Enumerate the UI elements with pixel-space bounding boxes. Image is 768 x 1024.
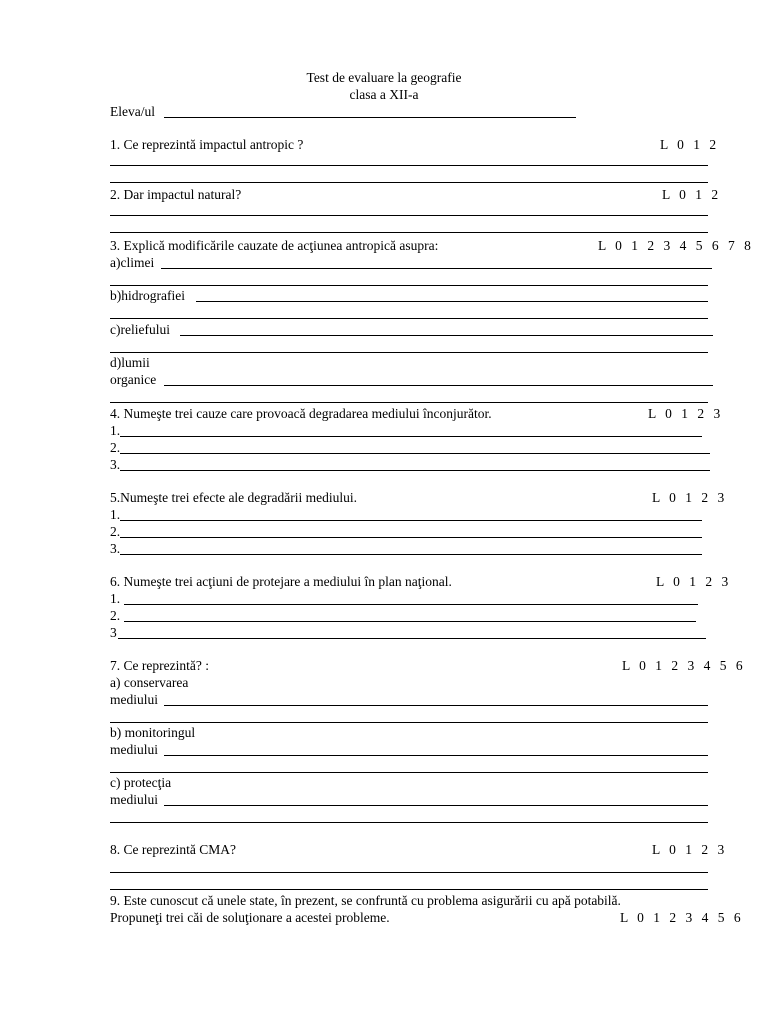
answer-line-1a[interactable] <box>110 152 708 168</box>
list-number: 3. <box>110 541 121 556</box>
question-9: 9. Este cunoscut că unele state, în prezent, se confruntă cu problema asigurării cu apă potabilă. <box>110 893 621 908</box>
score-scale-8: L 0 1 2 3 <box>652 842 728 857</box>
question-6: 6. Numeşte trei acţiuni de protejare a mediului în plan naţional. <box>110 574 452 589</box>
answer-line-3b-extra[interactable] <box>110 305 708 321</box>
question-9-cont: Propuneţi trei căi de soluţionare a acestei probleme. <box>110 910 390 925</box>
question-7-part-b-cont: mediului <box>110 742 158 757</box>
list-number: 2. <box>110 608 121 623</box>
score-scale-1: L 0 1 2 <box>660 137 720 152</box>
answer-line-8b[interactable] <box>110 876 708 892</box>
answer-line-3a[interactable] <box>161 255 712 271</box>
list-number: 3 <box>110 625 117 640</box>
answer-line-3d[interactable] <box>164 372 713 388</box>
answer-line-3d-extra[interactable] <box>110 389 708 405</box>
answer-line-7c[interactable] <box>164 792 708 808</box>
question-7-part-c: c) protecţia <box>110 775 172 790</box>
score-scale-5: L 0 1 2 3 <box>652 490 728 505</box>
student-name-label: Eleva/ul <box>110 104 155 119</box>
score-scale-2: L 0 1 2 <box>662 187 722 202</box>
student-name-field[interactable] <box>164 104 576 120</box>
question-3-part-c: c)reliefului <box>110 322 170 337</box>
answer-line-6-3[interactable] <box>118 625 706 641</box>
answer-line-7a[interactable] <box>164 692 708 708</box>
question-3-part-d: d)lumii <box>110 355 150 370</box>
answer-line-3b[interactable] <box>196 288 708 304</box>
answer-line-6-1[interactable] <box>124 591 698 607</box>
score-scale-4: L 0 1 2 3 <box>648 406 724 421</box>
question-3-part-b: b)hidrografiei <box>110 288 185 303</box>
answer-line-3a-extra[interactable] <box>110 272 708 288</box>
question-7-part-a-cont: mediului <box>110 692 158 707</box>
question-2: 2. Dar impactul natural? <box>110 187 242 202</box>
answer-line-3c-extra[interactable] <box>110 339 708 355</box>
answer-line-4-1[interactable] <box>120 423 702 439</box>
score-scale-9: L 0 1 2 3 4 5 6 <box>620 910 744 925</box>
question-7-part-b: b) monitoringul <box>110 725 196 740</box>
answer-line-1b[interactable] <box>110 169 708 185</box>
answer-line-2b[interactable] <box>110 219 708 235</box>
answer-line-7a-extra[interactable] <box>110 709 708 725</box>
question-7: 7. Ce reprezintă? : <box>110 658 209 673</box>
answer-line-6-2[interactable] <box>124 608 696 624</box>
list-number: 1. <box>110 423 121 438</box>
answer-line-4-2[interactable] <box>120 440 710 456</box>
list-number: 3. <box>110 457 121 472</box>
answer-line-4-3[interactable] <box>120 457 710 473</box>
score-scale-3: L 0 1 2 3 4 5 6 7 8 <box>598 238 754 253</box>
list-number: 1. <box>110 591 121 606</box>
test-title: Test de evaluare la geografie <box>306 70 462 85</box>
test-subtitle: clasa a XII-a <box>349 87 419 102</box>
answer-line-7b[interactable] <box>164 742 708 758</box>
answer-line-3c[interactable] <box>180 322 713 338</box>
answer-line-7c-extra[interactable] <box>110 809 708 825</box>
question-3-part-a: a)climei <box>110 255 155 270</box>
score-scale-7: L 0 1 2 3 4 5 6 <box>622 658 746 673</box>
answer-line-2a[interactable] <box>110 202 708 218</box>
answer-line-5-1[interactable] <box>120 507 702 523</box>
question-3: 3. Explică modificările cauzate de acţiunea antropică asupra: <box>110 238 439 253</box>
score-scale-6: L 0 1 2 3 <box>656 574 732 589</box>
answer-line-5-2[interactable] <box>120 524 702 540</box>
answer-line-7b-extra[interactable] <box>110 759 708 775</box>
answer-line-8a[interactable] <box>110 859 708 875</box>
question-3-part-d-cont: organice <box>110 372 157 387</box>
question-8: 8. Ce reprezintă CMA? <box>110 842 236 857</box>
question-1: 1. Ce reprezintă impactul antropic ? <box>110 137 304 152</box>
question-7-part-a: a) conservarea <box>110 675 189 690</box>
question-5: 5.Numeşte trei efecte ale degradării mediului. <box>110 490 358 505</box>
question-4: 4. Numeşte trei cauze care provoacă degradarea mediului înconjurător. <box>110 406 492 421</box>
question-7-part-c-cont: mediului <box>110 792 158 807</box>
list-number: 2. <box>110 440 121 455</box>
list-number: 1. <box>110 507 121 522</box>
list-number: 2. <box>110 524 121 539</box>
answer-line-5-3[interactable] <box>120 541 702 557</box>
